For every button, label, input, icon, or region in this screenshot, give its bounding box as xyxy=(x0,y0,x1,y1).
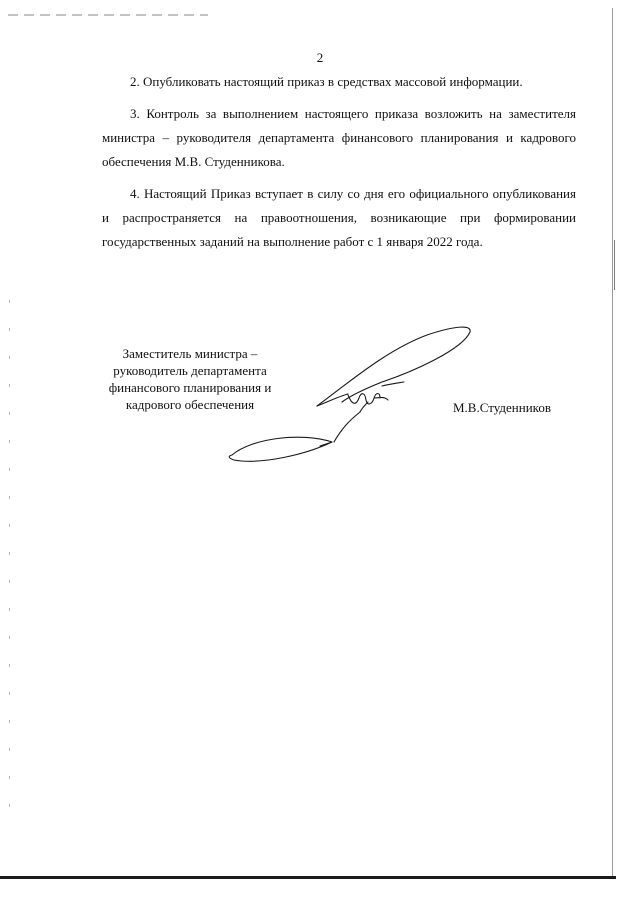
scan-edge-bottom xyxy=(0,876,616,879)
scan-artifact-top xyxy=(8,14,208,16)
scan-artifact-left xyxy=(9,300,10,820)
signer-title-line: кадрового обеспечения xyxy=(125,397,255,412)
order-body xyxy=(102,70,576,262)
scan-edge-right-mark xyxy=(614,240,615,290)
paragraph-4: 4. Настоящий Приказ вступает в силу со дня его официального опубликования и распространяется на правоотношения, возникающие при формировании государственных заданий на выполнение работ с 1 января 2022 года. xyxy=(102,186,576,249)
signer-title-line: руководитель департамента xyxy=(113,363,267,378)
paragraph-2: 2. Опубликовать настоящий приказ в средствах массовой информации. xyxy=(130,74,523,89)
paragraph-3: 3. Контроль за выполнением настоящего приказа возложить на заместителя министра – руководителя департамента финансового планирования и кадрового обеспечения М.В. Студенникова. xyxy=(102,106,576,169)
signer-name: М.В.Студенников xyxy=(453,400,551,415)
signer-title-line: Заместитель министра – xyxy=(122,346,258,361)
signer-title-line: финансового планирования и xyxy=(108,380,272,395)
handwritten-signature xyxy=(222,320,482,470)
page-number: 2 xyxy=(316,50,324,65)
scan-edge-right xyxy=(612,8,613,876)
